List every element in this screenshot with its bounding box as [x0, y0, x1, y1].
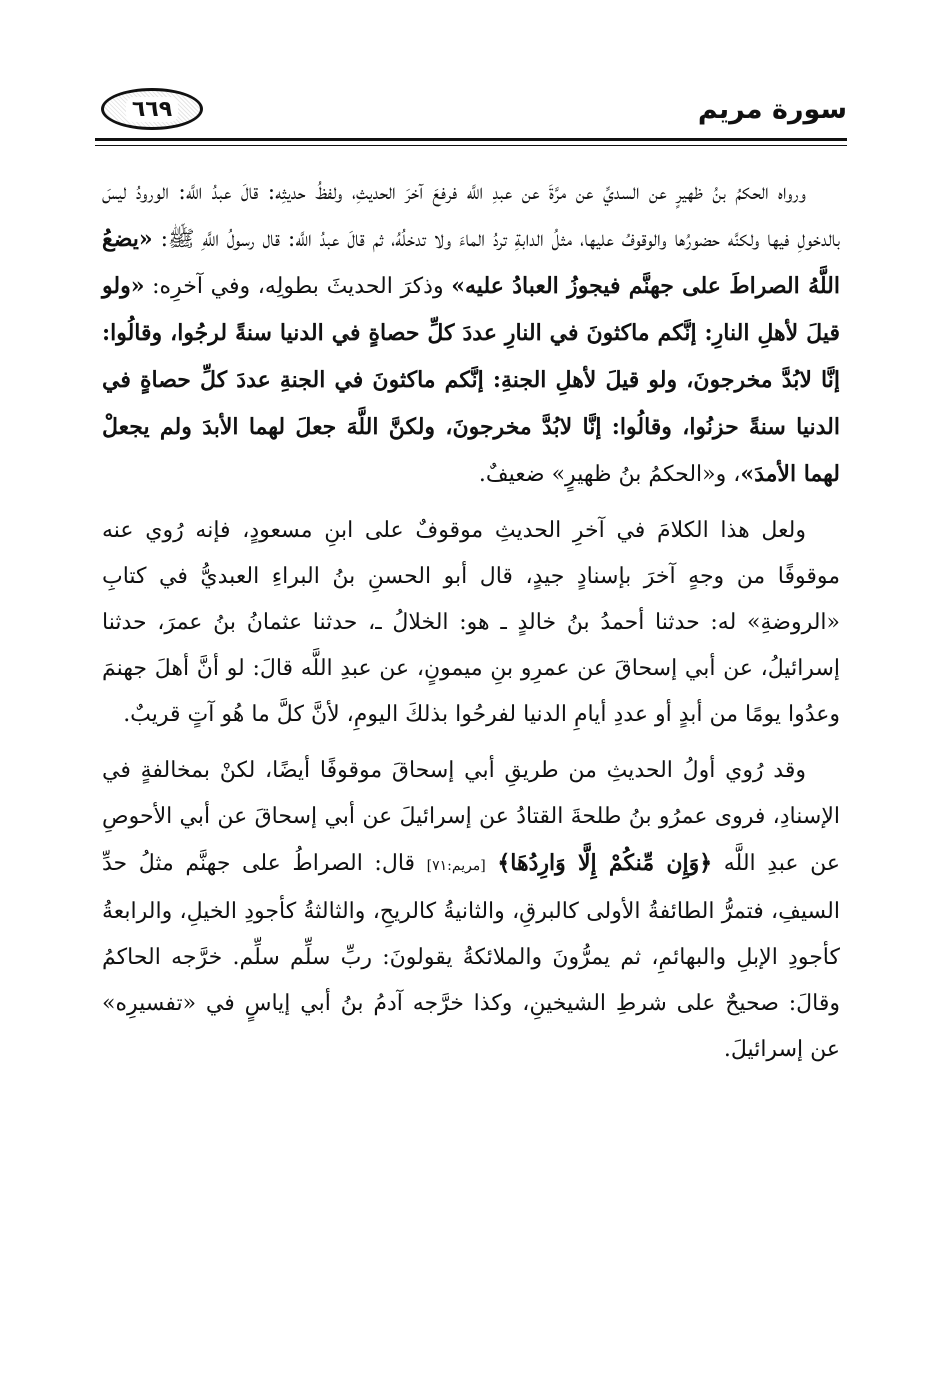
page-number: ٦٦٩	[126, 97, 178, 122]
paragraph-2: ولعل هذا الكلامَ في آخرِ الحديثِ موقوفٌ على ابنِ مسعودٍ، فإنه رُوي عنه موقوفًا من وجهٍ آخرَ بإسنادٍ جيدٍ، قال أبو الحسنِ بنُ البراءِ العبديُّ في كتابِ «الروضةِ» له: حدثنا أحمدُ بنُ خالدٍ ـ هو: الخلالُ ـ، حدثنا عثمانُ بنُ عمرَ، حدثنا إسرائيلُ، عن أبي إسحاقَ عن عمرِو بنِ ميمونٍ، عن عبدِ اللَّه قالَ: لو أنَّ أهلَ جهنمَ وعدُوا يومًا من أبدٍ أو عددِ أيامِ الدنيا لفرحُوا بذلكَ اليومِ، لأنَّ كلَّ ما هُو آتٍ قريبٌ.	[102, 518, 840, 727]
paragraph-1-text-3: ، و«الحكمُ بنُ ظهيرٍ» ضعيفٌ.	[478, 462, 741, 487]
page-header	[95, 88, 847, 138]
body-text	[102, 170, 840, 1083]
paragraph-1-text-2: وذكرَ الحديثَ بطولِه، وفي آخرِه:	[152, 274, 444, 299]
header-rule-thin	[95, 145, 847, 146]
quran-verse: ﴿وَإِن مِّنكُمْ إِلَّا وَارِدُهَا﴾	[497, 850, 713, 876]
hadith-quote-2: «ولو قيلَ لأهلِ النارِ: إنَّكم ماكثونَ في النارِ عددَ كلِّ حصاةٍ في الدنيا سنةً لرجُوا، وقالُوا: إنَّا لابُدَّ مخرجونَ، ولو قيلَ لأهلِ الجنةِ: إنَّكم ماكثونَ في الجنةِ عددَ كلِّ حصاةٍ في الدنيا سنةً حزنُوا، وقالُوا: إنَّا لابُدَّ مخرجونَ، ولكنَّ اللَّهَ جعلَ لهما الأبدَ ولم يجعلْ لهما الأمدَ»	[102, 273, 840, 487]
hadith-quote-1: «يضعُ اللَّهُ الصراطَ على جهنَّم فيجوزُ العبادُ عليه»	[102, 226, 840, 299]
paragraph-3	[102, 748, 840, 1073]
paragraph-3-text-1: وقد رُوي أولُ الحديثِ من طريقِ أبي إسحاقَ موقوفًا أيضًا، لكنْ بمخالفةٍ في الإسنادِ، فروى عمرُو بنُ طلحةَ القتادُ عن إسرائيلَ عن أبي إسحاقَ عن أبي الأحوصِ عن عبدِ اللَّه	[102, 758, 840, 876]
paragraph-3-text-2: قال: الصراطُ على جهنَّم مثلُ حدِّ السيفِ، فتمرُّ الطائفةُ الأولى كالبرقِ، والثانيةُ كالريحِ، والثالثةُ كأجودِ الخيلِ، والرابعةُ كأجودِ الإبلِ والبهائمِ، ثم يمرُّونَ والملائكةُ يقولونَ: ربِّ سلِّم سلِّم. خرَّجه الحاكمُ وقالَ: صحيحٌ على شرطِ الشيخينِ، وكذا خرَّجه آدمُ بنُ أبي إياسٍ في «تفسيرِه» عن إسرائيلَ.	[102, 851, 840, 1062]
verse-reference: [مريم:٧١]	[426, 858, 486, 874]
paragraph-1	[102, 170, 840, 498]
surah-title: سورة مريم	[697, 94, 847, 125]
paragraph-1-text-1: ورواه الحكمُ بنُ ظهيرٍ عن السديِّ عن مرَّةَ عن عبدِ اللَّه فرفعَ آخرَ الحديثِ، ولفظُ حديثِه: قالَ عبدُ اللَّه: الورودُ ليسَ بالدخولِ فيها ولكنَّه حضورُها والوقوفُ عليها، مثلُ الدابةِ تردُ الماءَ ولا تدخلُهُ، ثم قالَ عبدُ اللَّه: قال رسولُ اللَّهِ ﷺ:	[102, 180, 840, 252]
page-number-badge	[101, 88, 203, 130]
header-rule-thick	[95, 138, 847, 141]
